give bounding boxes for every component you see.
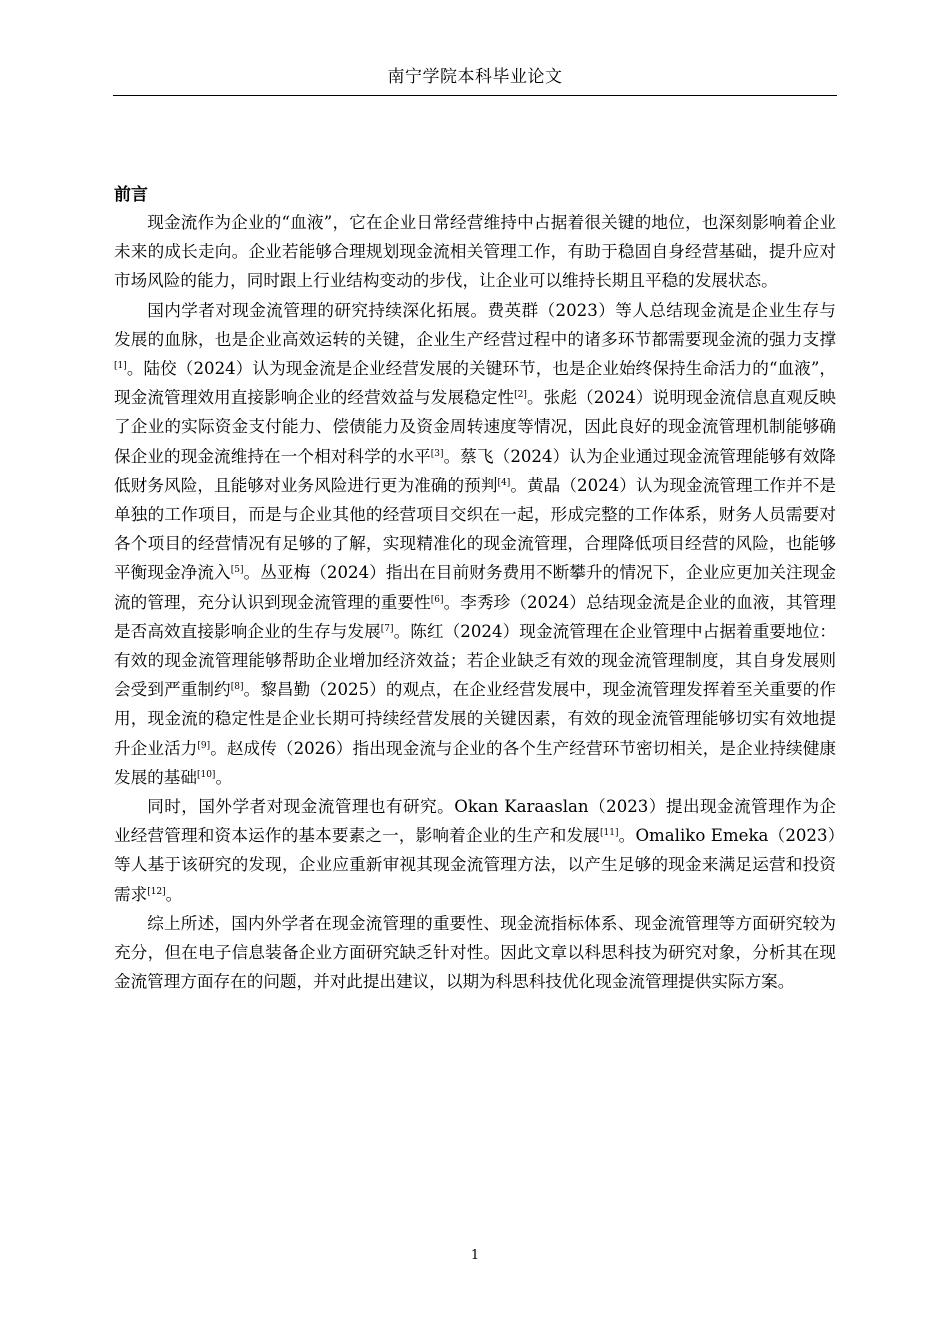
paragraph-text: 同时，国外学者对现金流管理也有研究。Okan Karaaslan（2023）提出现金流管理作为企业经营管理和资本运作的基本要素之一，影响着企业的生产和发展 xyxy=(114,797,836,846)
paragraph xyxy=(114,296,836,792)
paragraph-text: 。黎昌勤（2025）的观点，在企业经营发展中，现金流管理发挥着至关重要的作用，现金流的稳定性是企业长期可持续经营发展的关键因素，有效的现金流管理能够切实有效地提升企业活力 xyxy=(114,680,836,758)
citation-marker: [6] xyxy=(430,594,444,605)
header-divider xyxy=(113,95,837,96)
paragraph-text: 。赵成传（2026）指出现金流与企业的各个生产经营环节密切相关，是企业持续健康发展的基础 xyxy=(114,738,837,787)
paragraph-text: 综上所述，国内外学者在现金流管理的重要性、现金流指标体系、现金流管理等方面研究较为充分，但在电子信息装备企业方面研究缺乏针对性。因此文章以科思科技为研究对象，分析其在现金流管理方面存在的问题，并对此提出建议，以期为科思科技优化现金流管理提供实际方案。 xyxy=(114,913,836,992)
paragraph-text: 国内学者对现金流管理的研究持续深化拓展。费英群（2023）等人总结现金流是企业生存与发展的血脉，也是企业高效运转的关键，企业生产经营过程中的诸多环节都需要现金流的强力支撑 xyxy=(114,300,836,349)
citation-marker: [11] xyxy=(600,828,619,839)
paragraph-text: 。丛亚梅（2024）指出在目前财务费用不断攀升的情况下，企业应更加关注现金流的管理，充分认识到现金流管理的重要性 xyxy=(114,563,836,612)
citation-marker: [3] xyxy=(430,448,444,459)
citation-marker: [9] xyxy=(197,740,211,751)
citation-marker: [1] xyxy=(114,361,127,372)
paragraph-text: 。蔡飞（2024）认为企业通过现金流管理能够有效降低财务风险，且能够对业务风险进行更为准确的预判 xyxy=(114,446,836,495)
body-text xyxy=(114,208,836,996)
paragraph-text: 。陈红（2024）现金流管理在企业管理中占据着重要地位：有效的现金流管理能够帮助企业增加经济效益；若企业缺乏有效的现金流管理制度，其自身发展则会受到严重制约 xyxy=(114,621,837,700)
paragraph xyxy=(114,792,836,909)
page-number: 1 xyxy=(470,1248,480,1263)
citation-marker: [5] xyxy=(230,565,244,576)
paragraph-text: 。李秀珍（2024）总结现金流是企业的血液，其管理是否高效直接影响企业的生存与发展 xyxy=(114,592,836,641)
citation-marker: [10] xyxy=(196,769,216,780)
paragraph-text: 。陆佼（2024）认为现金流是企业经营发展的关键环节，也是企业始终保持生命活力的“血液”，现金流管理效用直接影响企业的经营效益与发展稳定性 xyxy=(114,359,836,408)
section-title: 前言 xyxy=(114,185,148,205)
paragraph-text: 。Omaliko Emeka（2023）等人基于该研究的发现，企业应重新审视其现金流管理方法，以产生足够的现金来满足运营和投资需求 xyxy=(114,826,837,904)
paragraph-text: 。 xyxy=(165,884,183,904)
paragraph-text: 。 xyxy=(215,767,233,787)
paragraph-text: 现金流作为企业的“血液”，它在企业日常经营维持中占据着很关键的地位，也深刻影响着企业未来的成长走向。企业若能够合理规划现金流相关管理工作，有助于稳固自身经营基础，提升应对市场风险的能力，同时跟上行业结构变动的步伐，让企业可以维持长期且平稳的发展状态。 xyxy=(114,213,836,291)
paragraph-text: 。张彪（2024）说明现金流信息直观反映了企业的实际资金支付能力、偿债能力及资金周转速度等情况，因此良好的现金流管理机制能够确保企业的现金流维持在一个相对科学的水平 xyxy=(114,388,837,466)
paragraph xyxy=(114,208,836,296)
citation-marker: [12] xyxy=(147,886,166,897)
citation-marker: [8] xyxy=(230,682,244,693)
paragraph xyxy=(114,909,836,997)
paragraph-text: 。黄晶（2024）认为现金流管理工作并不是单独的工作项目，而是与企业其他的经营项目交织在一起，形成完整的工作体系，财务人员需要对各个项目的经营情况有足够的了解，实现精准化的现金流管理，合理降低项目经营的风险，也能够平衡现金净流入 xyxy=(114,475,837,583)
citation-marker: [2] xyxy=(514,390,527,401)
citation-marker: [7] xyxy=(380,623,394,634)
citation-marker: [4] xyxy=(497,477,511,488)
page-header: 南宁学院本科毕业论文 xyxy=(387,67,563,87)
